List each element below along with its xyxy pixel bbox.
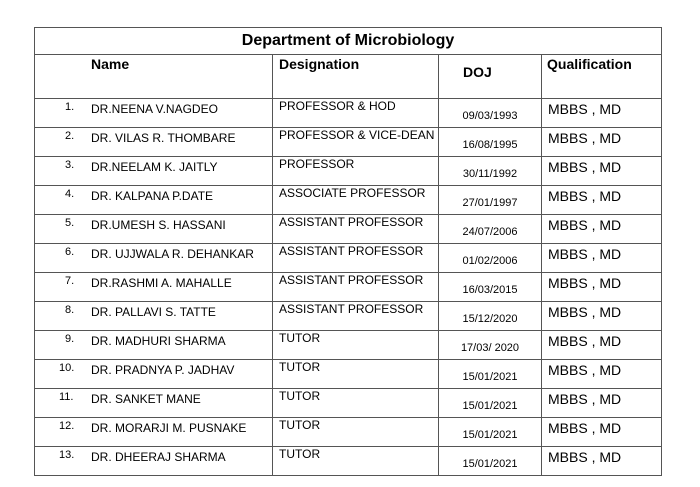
designation: TUTOR <box>279 360 321 374</box>
designation: ASSISTANT PROFESSOR <box>279 302 424 316</box>
qualification: MBBS , MD <box>548 420 622 436</box>
table-row <box>35 418 662 447</box>
table-row <box>35 99 662 128</box>
date-of-joining: 01/02/2006 <box>462 255 518 267</box>
qualification: MBBS , MD <box>548 362 622 378</box>
doj-cell <box>439 331 542 360</box>
name-cell <box>35 157 273 186</box>
designation: PROFESSOR <box>279 157 355 171</box>
name-cell <box>35 331 273 360</box>
name-cell <box>35 302 273 331</box>
designation-cell <box>273 99 439 128</box>
qualification: MBBS , MD <box>548 246 622 262</box>
name-cell <box>35 186 273 215</box>
qualification-cell <box>542 331 662 360</box>
designation-cell <box>273 215 439 244</box>
staff-name: DR.UMESH S. HASSANI <box>91 218 226 232</box>
row-number: 2. <box>65 130 75 142</box>
table-row <box>35 186 662 215</box>
qualification: MBBS , MD <box>548 275 622 291</box>
table-row <box>35 447 662 476</box>
qualification-cell <box>542 128 662 157</box>
doj-cell <box>439 389 542 418</box>
staff-name: DR. PRADNYA P. JADHAV <box>91 363 235 377</box>
table-row <box>35 302 662 331</box>
qualification-cell <box>542 302 662 331</box>
qualification: MBBS , MD <box>548 449 622 465</box>
date-of-joining: 15/12/2020 <box>462 313 518 325</box>
qualification-cell <box>542 99 662 128</box>
row-number: 4. <box>65 188 75 200</box>
designation: ASSISTANT PROFESSOR <box>279 215 424 229</box>
designation: TUTOR <box>279 331 321 345</box>
qualification-cell <box>542 273 662 302</box>
column-header-name: Name <box>35 55 273 99</box>
table-row <box>35 128 662 157</box>
designation-cell <box>273 273 439 302</box>
date-of-joining: 16/08/1995 <box>462 139 518 151</box>
staff-name: DR.NEELAM K. JAITLY <box>91 160 218 174</box>
table-row <box>35 215 662 244</box>
row-number: 3. <box>65 159 75 171</box>
table-row <box>35 273 662 302</box>
row-number: 1. <box>65 101 75 113</box>
designation: PROFESSOR & VICE-DEAN <box>279 128 435 142</box>
qualification: MBBS , MD <box>548 391 622 407</box>
qualification: MBBS , MD <box>548 188 622 204</box>
staff-name: DR.RASHMI A. MAHALLE <box>91 276 232 290</box>
date-of-joining: 17/03/ 2020 <box>460 342 520 354</box>
designation-cell <box>273 302 439 331</box>
document-title: Department of Microbiology <box>35 28 662 55</box>
designation-cell <box>273 389 439 418</box>
column-header-doj: DOJ <box>439 55 542 99</box>
staff-name: DR. DHEERAJ SHARMA <box>91 450 226 464</box>
header-row <box>35 55 662 99</box>
row-number: 5. <box>65 217 75 229</box>
table-row <box>35 331 662 360</box>
date-of-joining: 15/01/2021 <box>462 429 518 441</box>
designation-cell <box>273 244 439 273</box>
name-cell <box>35 418 273 447</box>
faculty-table <box>34 27 662 476</box>
designation-cell <box>273 186 439 215</box>
doj-cell <box>439 215 542 244</box>
qualification-cell <box>542 215 662 244</box>
designation: ASSISTANT PROFESSOR <box>279 273 424 287</box>
doj-cell <box>439 99 542 128</box>
date-of-joining: 15/01/2021 <box>462 400 518 412</box>
name-cell <box>35 99 273 128</box>
date-of-joining: 09/03/1993 <box>462 110 518 122</box>
row-number: 9. <box>65 333 75 345</box>
qualification-cell <box>542 447 662 476</box>
row-number: 12. <box>59 420 75 432</box>
designation: PROFESSOR & HOD <box>279 99 396 113</box>
table-row <box>35 157 662 186</box>
designation: ASSISTANT PROFESSOR <box>279 244 424 258</box>
staff-name: DR. SANKET MANE <box>91 392 201 406</box>
doj-cell <box>439 128 542 157</box>
date-of-joining: 15/01/2021 <box>462 458 518 470</box>
date-of-joining: 24/07/2006 <box>462 226 518 238</box>
name-cell <box>35 360 273 389</box>
doj-cell <box>439 418 542 447</box>
designation-cell <box>273 447 439 476</box>
title-row <box>35 28 662 55</box>
name-cell <box>35 389 273 418</box>
staff-name: DR. MADHURI SHARMA <box>91 334 226 348</box>
row-number: 6. <box>65 246 75 258</box>
designation: TUTOR <box>279 418 321 432</box>
doj-cell <box>439 273 542 302</box>
qualification: MBBS , MD <box>548 304 622 320</box>
qualification-cell <box>542 360 662 389</box>
name-cell <box>35 447 273 476</box>
date-of-joining: 15/01/2021 <box>462 371 518 383</box>
qualification: MBBS , MD <box>548 159 622 175</box>
staff-name: DR.NEENA V.NAGDEO <box>91 102 218 116</box>
designation-cell <box>273 331 439 360</box>
name-cell <box>35 215 273 244</box>
qualification-cell <box>542 186 662 215</box>
designation: ASSOCIATE PROFESSOR <box>279 186 426 200</box>
designation: TUTOR <box>279 389 321 403</box>
row-number: 13. <box>59 449 75 461</box>
designation-cell <box>273 157 439 186</box>
name-cell <box>35 128 273 157</box>
date-of-joining: 27/01/1997 <box>462 197 518 209</box>
doj-cell <box>439 302 542 331</box>
table-row <box>35 360 662 389</box>
name-cell <box>35 244 273 273</box>
row-number: 8. <box>65 304 75 316</box>
column-header-qualification: Qualification <box>542 55 662 99</box>
column-header-designation: Designation <box>273 55 439 99</box>
qualification: MBBS , MD <box>548 130 622 146</box>
qualification: MBBS , MD <box>548 333 622 349</box>
staff-name: DR. KALPANA P.DATE <box>91 189 214 203</box>
doj-cell <box>439 157 542 186</box>
doj-cell <box>439 244 542 273</box>
doj-cell <box>439 186 542 215</box>
qualification-cell <box>542 157 662 186</box>
row-number: 10. <box>59 362 75 374</box>
doj-cell <box>439 447 542 476</box>
date-of-joining: 16/03/2015 <box>462 284 518 296</box>
name-cell <box>35 273 273 302</box>
qualification-cell <box>542 389 662 418</box>
qualification-cell <box>542 418 662 447</box>
designation-cell <box>273 418 439 447</box>
faculty-table-body <box>35 28 662 476</box>
staff-name: DR. PALLAVI S. TATTE <box>91 305 216 319</box>
table-row <box>35 389 662 418</box>
date-of-joining: 30/11/1992 <box>462 168 518 180</box>
designation-cell <box>273 128 439 157</box>
staff-name: DR. UJJWALA R. DEHANKAR <box>91 247 254 261</box>
staff-name: DR. VILAS R. THOMBARE <box>91 131 236 145</box>
qualification: MBBS , MD <box>548 101 622 117</box>
row-number: 11. <box>59 391 74 403</box>
staff-name: DR. MORARJI M. PUSNAKE <box>91 421 247 435</box>
table-row <box>35 244 662 273</box>
qualification-cell <box>542 244 662 273</box>
designation-cell <box>273 360 439 389</box>
doj-cell <box>439 360 542 389</box>
row-number: 7. <box>65 275 75 287</box>
qualification: MBBS , MD <box>548 217 622 233</box>
designation: TUTOR <box>279 447 321 461</box>
